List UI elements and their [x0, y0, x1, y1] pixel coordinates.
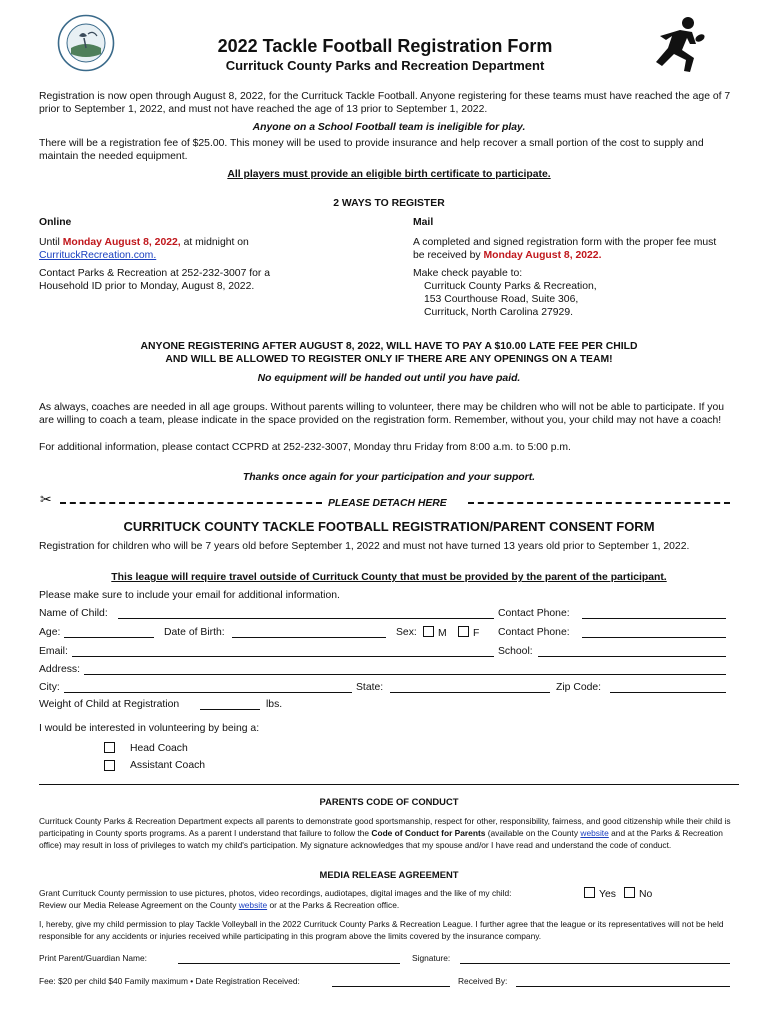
currituck-recreation-link[interactable]: CurrituckRecreation.com. — [39, 250, 157, 261]
mail-deadline: A completed and signed registration form with the proper fee must be received by Monday August 8, 2022. — [413, 237, 717, 261]
sex-label: Sex: — [396, 627, 417, 638]
mail-label: Mail — [413, 217, 434, 228]
volunteer-prompt: I would be interested in volunteering by being a: — [39, 723, 260, 734]
age-field[interactable] — [64, 637, 154, 638]
conduct-heading: PARENTS CODE OF CONDUCT — [319, 796, 459, 807]
zip-field[interactable] — [610, 692, 726, 693]
media-yes-checkbox[interactable] — [584, 887, 595, 898]
late-fee-line-1: ANYONE REGISTERING AFTER AUGUST 8, 2022, WILL HAVE TO PAY A $10.00 LATE FEE PER CHILD — [140, 341, 638, 352]
print-name-label: Print Parent/Guardian Name: — [39, 953, 147, 963]
contact-phone-1-label: Contact Phone: — [498, 608, 570, 619]
zip-label: Zip Code: — [556, 682, 602, 693]
sex-male-option[interactable]: M — [423, 626, 447, 640]
fee-paragraph: There will be a registration fee of $25.00. This money will be used to provide insurance and help recover a small portion of the cost to supply and maintain the needed equipment. — [39, 138, 704, 162]
media-yes-option[interactable]: Yes — [584, 887, 616, 901]
age-label: Age: — [39, 627, 61, 638]
permission-paragraph: I, hereby, give my child permission to play Tackle Volleyball in the 2022 Currituck County Parks & Recreation League. I further agree that the league or its representatives will not be held responsible for any accidents or injuries received while participating in this program above the limits covered by the insurance company. — [39, 919, 724, 941]
page-subtitle: Currituck County Parks and Recreation Department — [225, 58, 545, 73]
email-field[interactable] — [72, 656, 494, 657]
address-field[interactable] — [84, 674, 726, 675]
late-fee-line-2: AND WILL BE ALLOWED TO REGISTER ONLY IF THERE ARE ANY OPENINGS ON A TEAM! — [165, 354, 613, 365]
assistant-coach-checkbox[interactable] — [104, 760, 115, 771]
city-label: City: — [39, 682, 60, 693]
state-field[interactable] — [390, 692, 550, 693]
received-by-field[interactable] — [516, 986, 730, 987]
mail-address-2: 153 Courthouse Road, Suite 306, — [424, 294, 579, 305]
media-no-option[interactable]: No — [624, 887, 652, 901]
form-eligibility: Registration for children who will be 7 years old before September 1, 2022 and must not have turned 13 years old prior to September 1, 2022. — [39, 541, 690, 552]
mail-address-3: Currituck, North Carolina 27929. — [424, 307, 574, 318]
print-name-field[interactable] — [178, 963, 400, 964]
thanks-note: Thanks once again for your participation and your support. — [242, 472, 536, 483]
sex-female-checkbox[interactable] — [458, 626, 469, 637]
detach-dashes-right — [468, 502, 730, 504]
media-heading: MEDIA RELEASE AGREEMENT — [319, 869, 459, 880]
online-contact: Contact Parks & Recreation at 252-232-3007 for a Household ID prior to Monday, August 8, 2022. — [39, 268, 271, 292]
signature-label: Signature: — [412, 953, 451, 963]
mail-payable: Make check payable to: — [413, 268, 523, 279]
equipment-note: No equipment will be handed out until you have paid. — [257, 373, 521, 384]
signature-field[interactable] — [460, 963, 730, 964]
media-website-link[interactable]: website — [238, 900, 268, 910]
weight-field[interactable] — [200, 709, 260, 710]
email-note: Please make sure to include your email for additional information. — [39, 590, 340, 601]
section-divider — [39, 784, 739, 785]
football-player-icon — [632, 14, 716, 74]
contact-phone-2-field[interactable] — [582, 637, 726, 638]
child-name-field[interactable] — [118, 618, 494, 619]
county-seal-logo — [57, 14, 115, 72]
head-coach-checkbox[interactable] — [104, 742, 115, 753]
head-coach-label: Head Coach — [130, 743, 188, 754]
form-title: CURRITUCK COUNTY TACKLE FOOTBALL REGISTRATION/PARENT CONSENT FORM — [123, 519, 655, 534]
birth-certificate-note: All players must provide an eligible birth certificate to participate. — [227, 169, 551, 180]
media-no-checkbox[interactable] — [624, 887, 635, 898]
sex-male-checkbox[interactable] — [423, 626, 434, 637]
online-label: Online — [39, 217, 72, 228]
coaches-paragraph: As always, coaches are needed in all age groups. Without parents willing to volunteer, there may be children who will not be able to participate. If you are willing to coach a team, please indicate in the space provided on the registration form. Remember, without you, your child may not have a coach! — [39, 402, 725, 426]
conduct-paragraph: Currituck County Parks & Recreation Department expects all parents to demonstrate good sportsmanship, respect for other, responsibility, fairness, and good citizenship while their child is participating in County sports programs. As a parent I understand that failure to follow the Code of Conduct for Parents (available on the County website and at the Parks & Recreation office) may result in loss of privileges to watch my child's participation. My signature acknowledges that my spouse and/or I have read and understand the code of conduct. — [39, 816, 731, 850]
weight-label: Weight of Child at Registration — [39, 699, 180, 710]
media-line-2: Review our Media Release Agreement on the County website or at the Parks & Recreation office. — [39, 900, 400, 910]
media-line-1: Grant Currituck County permission to use pictures, photos, video recordings, audiotapes, digital images and the like of my child: — [39, 888, 512, 898]
ways-heading: 2 WAYS TO REGISTER — [333, 198, 445, 209]
lbs-label: lbs. — [266, 699, 283, 710]
dob-field[interactable] — [232, 637, 386, 638]
fee-received-label: Fee: $20 per child $40 Family maximum • Date Registration Received: — [39, 976, 300, 986]
detach-label: PLEASE DETACH HERE — [328, 498, 447, 509]
info-paragraph: For additional information, please contact CCPRD at 252-232-3007, Monday thru Friday from 8:00 a.m. to 5:00 p.m. — [39, 442, 571, 453]
city-field[interactable] — [64, 692, 352, 693]
state-label: State: — [356, 682, 384, 693]
contact-phone-2-label: Contact Phone: — [498, 627, 570, 638]
school-field[interactable] — [538, 656, 726, 657]
child-name-label: Name of Child: — [39, 608, 108, 619]
mail-address-1: Currituck County Parks & Recreation, — [424, 281, 597, 292]
intro-paragraph: Registration is now open through August 8, 2022, for the Currituck Tackle Football. Anyone registering for these teams must have reached the age of 7 prior to September 1, 2022, and must not have reached the age of 13 prior to September 1, 2022. — [39, 91, 731, 115]
conduct-website-link[interactable]: website — [580, 828, 609, 838]
travel-note: This league will require travel outside of Currituck County that must be provided by the parent of the participant. — [111, 572, 667, 583]
sex-female-option[interactable]: F — [458, 626, 479, 640]
page-title: 2022 Tackle Football Registration Form — [217, 36, 553, 56]
email-label: Email: — [39, 646, 68, 657]
scissors-icon: ✂ — [40, 491, 52, 507]
address-label: Address: — [39, 664, 81, 675]
online-deadline: Until Monday August 8, 2022, at midnight on CurrituckRecreation.com. — [39, 237, 249, 261]
dob-label: Date of Birth: — [164, 627, 225, 638]
detach-dashes-left — [60, 502, 322, 504]
assistant-coach-label: Assistant Coach — [130, 760, 206, 771]
school-label: School: — [498, 646, 533, 657]
received-by-label: Received By: — [458, 976, 508, 986]
date-received-field[interactable] — [332, 986, 450, 987]
contact-phone-1-field[interactable] — [582, 618, 726, 619]
school-team-note: Anyone on a School Football team is ineligible for play. — [252, 122, 526, 133]
